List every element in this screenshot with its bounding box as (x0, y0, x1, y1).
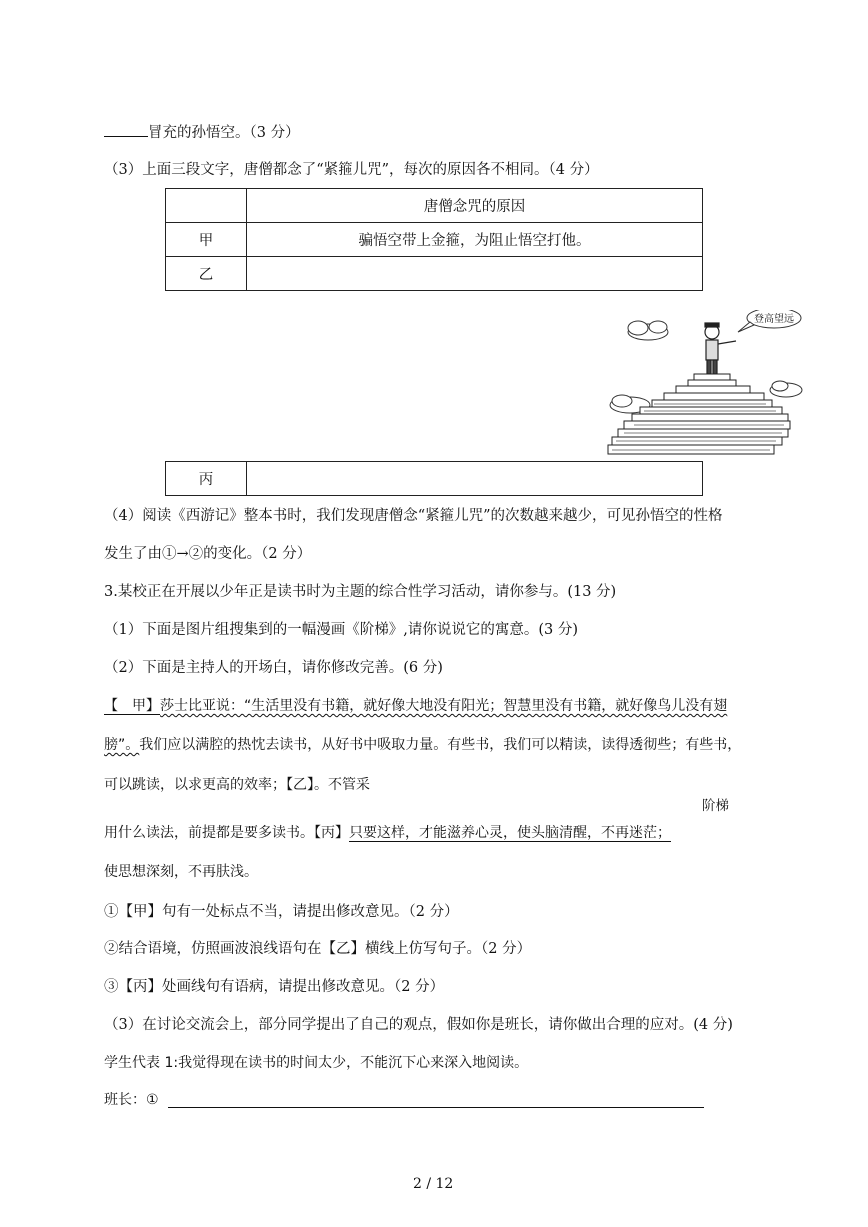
q2-p4-line2: 发生了由①→②的变化。（2 分） (104, 546, 312, 562)
book-staircase-illustration (604, 310, 814, 460)
jia-marker: 【 甲】 (104, 698, 160, 714)
q3-intro: 3.某校正在开展以少年正是读书时为主题的综合性学习活动，请你参与。(13 分) (104, 584, 617, 600)
row-reason: 骗悟空带上金箍，为阻止悟空打他。 (247, 223, 703, 257)
student-statement: 学生代表 1:我觉得现在读书的时间太少，不能沉下心来深入地阅读。 (104, 1055, 529, 1071)
reason-table-continued (165, 461, 703, 496)
wavy-sentence: 莎士比亚说：“生活里没有书籍，就好像大地没有阳光；智慧里没有书籍，就好像鸟儿没有翅 (160, 698, 728, 714)
table-row (166, 257, 703, 291)
table-row (166, 462, 703, 496)
reason-table (165, 188, 703, 291)
passage-line4: 用什么读法，前提都是要多读书。【丙】只要这样，才能滋养心灵，使头脑清醒，不再迷茫； (104, 825, 671, 841)
table-cell-empty (166, 189, 247, 223)
bing-underlined-sentence: 只要这样，才能滋养心灵，使头脑清醒，不再迷茫； (349, 825, 671, 841)
q2-line1: 冒充的孙悟空。（3 分） (104, 121, 300, 143)
row-label: 甲 (166, 223, 247, 257)
passage-line1 (104, 696, 727, 716)
q2-p3: （3）上面三段文字，唐僧都念了“紧箍儿咒”，每次的原因各不相同。（4 分） (104, 162, 599, 178)
q3-sub2: ②结合语境，仿照画波浪线语句在【乙】横线上仿写句子。（2 分） (104, 941, 532, 957)
row-reason[interactable] (247, 257, 703, 291)
q3-sub3: ③【丙】处画线句有语病，请提出修改意见。（2 分） (104, 979, 445, 995)
q3-p3: （3）在讨论交流会上，部分同学提出了自己的观点，假如你是班长，请你做出合理的应对。(4 分) (104, 1017, 733, 1033)
answer-line[interactable] (168, 1106, 704, 1108)
row-label: 丙 (166, 462, 247, 496)
row-reason[interactable] (247, 462, 703, 496)
table-header: 唐僧念咒的原因 (247, 189, 703, 223)
comic-caption: 阶梯 (702, 798, 729, 814)
passage-line2: 膀”。我们应以满腔的热忱去读书，从好书中吸取力量。有些书，我们可以精读，读得透彻些；有些书， (104, 737, 742, 753)
q3-sub1: ①【甲】句有一处标点不当，请提出修改意见。（2 分） (104, 904, 459, 920)
q2-p4-line1: （4）阅读《西游记》整本书时，我们发现唐僧念“紧箍儿咒”的次数越来越少，可见孙悟空的性格 (104, 508, 723, 524)
ladder-comic-image (604, 310, 814, 460)
speech-bubble-text: 登高望远 (754, 314, 794, 325)
table-row (166, 223, 703, 257)
page-number: 2 / 12 (413, 1176, 454, 1192)
q3-p2: （2）下面是主持人的开场白，请你修改完善。(6 分) (104, 660, 443, 676)
fill-blank (104, 121, 148, 137)
table-header-row (166, 189, 703, 223)
passage-line5: 使思想深刻，不再肤浅。 (104, 864, 258, 880)
q3-p1: （1）下面是图片组搜集到的一幅漫画《阶梯》,请你说说它的寓意。(3 分) (104, 622, 578, 638)
passage-line3: 可以跳读，以求更高的效率；【乙】。不管采 (104, 777, 370, 793)
wavy-sentence-end: 膀”。 (104, 737, 140, 753)
row-label: 乙 (166, 257, 247, 291)
monitor-label: 班长：① (104, 1092, 159, 1108)
